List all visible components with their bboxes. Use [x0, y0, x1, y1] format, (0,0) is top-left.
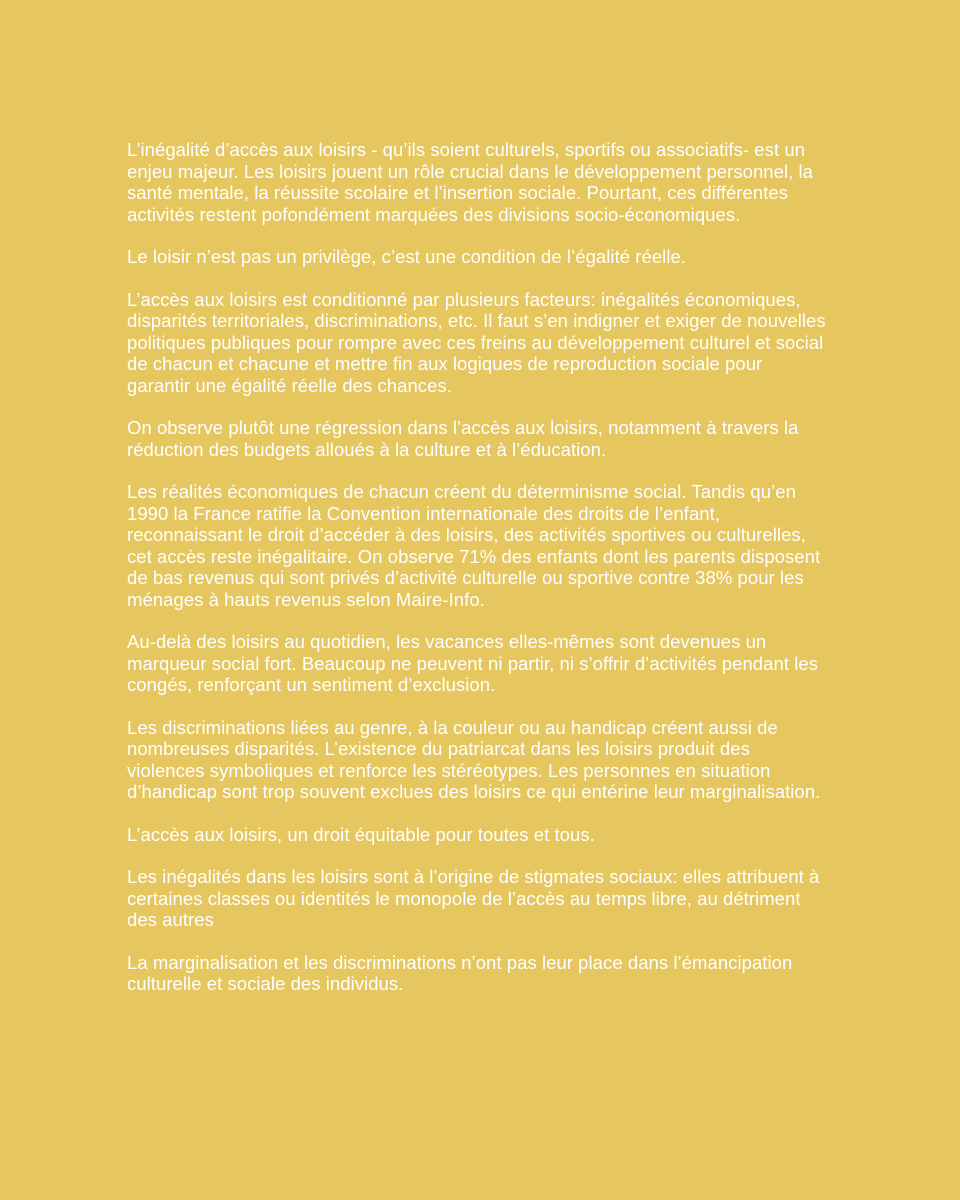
paragraph-intro: L’inégalité d’accès aux loisirs - qu’ils soient culturels, sportifs ou associatifs- est un enjeu majeur. Les loisirs jouent un rôle crucial dans le développement personnel, la santé mentale, la réussite scolaire et l’insertion sociale. Pourtant, ces différentes activités restent pofondément marquées des divisions socio-économiques. [127, 139, 814, 225]
paragraph-equitable-right: L’accès aux loisirs, un droit équitable pour toutes et tous. [127, 823, 595, 845]
paragraph-regression: On observe plutôt une régression dans l’accès aux loisirs, notamment à travers la réduction des budgets alloués à la culture et à l’éducation. [127, 417, 799, 460]
article-body [127, 139, 827, 995]
paragraph-discriminations: Les discriminations liées au genre, à la couleur ou au handicap créent aussi de nombreuses disparités. L’existence du patriarcat dans les loisirs produit des violences symboliques et renforce les stéréotypes. Les personnes en situation d’handicap sont trop souvent exclues des loisirs ce qui entérine leur marginalisation. [127, 716, 821, 802]
paragraph-factors: L’accès aux loisirs est conditionné par plusieurs facteurs: inégalités économiques, disparités territoriales, discriminations, etc. Il faut s’en indigner et exiger de nouvelles politiques publiques pour rompre avec ces freins au développement culturel et social de chacun et chacune et mettre fin aux logiques de reproduction sociale pour garantir une égalité réelle des chances. [127, 288, 826, 396]
paragraph-conclusion: La marginalisation et les discriminations n’ont pas leur place dans l’émancipation culturelle et sociale des individus. [127, 951, 793, 994]
paragraph-stigmas: Les inégalités dans les loisirs sont à l’origine de stigmates sociaux: elles attribuent à certaines classes ou identités le monopole de l’accès au temps libre, au détriment des autres [127, 866, 820, 930]
paragraph-economic-realities: Les réalités économiques de chacun créent du déterminisme social. Tandis qu’en 1990 la France ratifie la Convention internationale des droits de l’enfant, reconnaissant le droit d’accéder à des loisirs, des activités sportives ou culturelles, cet accès reste inégalitaire. On observe 71% des enfants dont les parents disposent de bas revenus qui sont privés d’activité culturelle ou sportive contre 38% pour les ménages à hauts revenus selon Maire-Info. [127, 481, 821, 610]
paragraph-vacations: Au-delà des loisirs au quotidien, les vacances elles-mêmes sont devenues un marqueur social fort. Beaucoup ne peuvent ni partir, ni s’offrir d’activités pendant les congés, renforçant un sentiment d’exclusion. [127, 631, 818, 695]
paragraph-privilege: Le loisir n’est pas un privilège, c’est une condition de l’égalité réelle. [127, 246, 687, 267]
